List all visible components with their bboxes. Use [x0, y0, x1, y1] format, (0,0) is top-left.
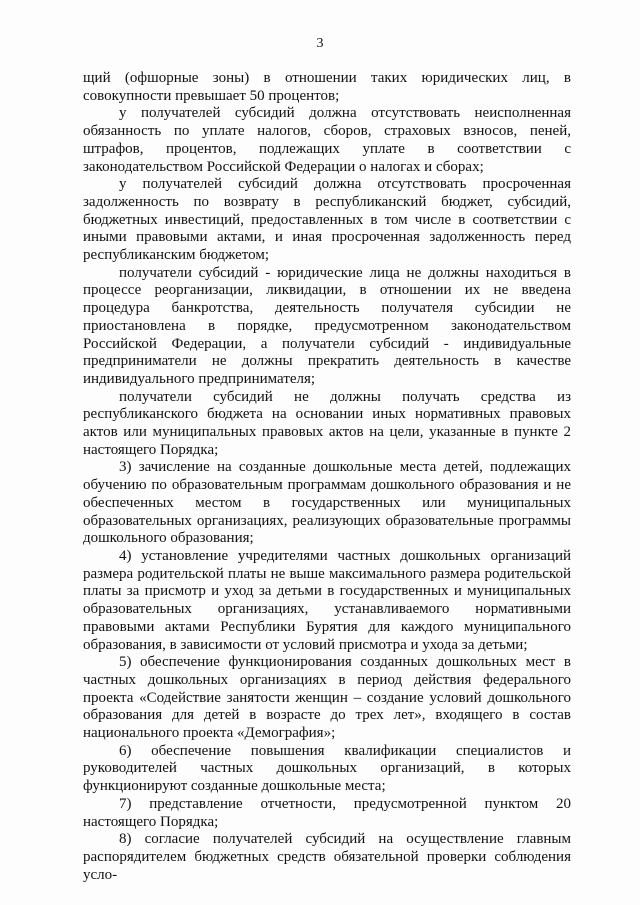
paragraph-item-7: 7) представление отчетности, предусмотренной пунктом 20 настоящего Порядка; [83, 795, 571, 830]
paragraph-item-6: 6) обеспечение повышения квалификации специалистов и руководителей частных дошкольных организаций, в которых функционируют созданные дошкольные места; [83, 742, 571, 795]
document-body [83, 70, 571, 884]
paragraph-item-4: 4) установление учредителями частных дошкольных организаций размера родительской платы не выше максимального размера родительской платы за присмотр и уход за детьми в государственных и муниципальных образовательных организациях, устанавливаемого нормативными правовыми актами Республики Бурятия для каждого муниципального образования, в зависимости от условий присмотра и ухода за детьми; [83, 547, 571, 653]
paragraph-continuation: щий (офшорные зоны) в отношении таких юридических лиц, в совокупности превышает 50 процентов; [83, 70, 571, 104]
paragraph-budget-debt: у получателей субсидий должна отсутствовать просроченная задолженность по возврату в республиканский бюджет, субсидий, бюджетных инвестиций, предоставленных в том числе в соответствии с иными правовыми актами, и иная просроченная задолженность перед республиканским бюджетом; [83, 176, 571, 264]
paragraph-tax-debt: у получателей субсидий должна отсутствовать неисполненная обязанность по уплате налогов, сборов, страховых взносов, пеней, штрафов, процентов, подлежащих уплате в соответствии с законодательством Российской Федерации о налогах и сборах; [83, 105, 571, 175]
paragraph-reorganization: получатели субсидий - юридические лица не должны находиться в процессе реорганизации, ликвидации, в отношении их не введена процедура банкротства, деятельность получателя субсидии не приостановлена в порядке, предусмотренном законодательством Российской Федерации, а получатели субсидий - индивидуальные предприниматели не должны прекратить деятельность в качестве индивидуального предпринимателя; [83, 264, 571, 387]
page-number: 3 [316, 36, 324, 51]
paragraph-item-3: 3) зачисление на созданные дошкольные места детей, подлежащих обучению по образовательным программам дошкольного образования и не обеспеченных местом в государственных или муниципальных образовательных организациях, реализующих образовательные программы дошкольного образования; [83, 459, 571, 547]
paragraph-item-5: 5) обеспечение функционирования созданных дошкольных мест в частных дошкольных организациях в период действия федерального проекта «Содействие занятости женщин – создание условий дошкольного образования для детей в возрасте до трех лет», входящего в состав национального проекта «Демография»; [83, 654, 571, 742]
paragraph-item-8: 8) согласие получателей субсидий на осуществление главным распорядителем бюджетных средств обязательной проверки соблюдения усло- [83, 831, 571, 883]
paragraph-other-funds: получатели субсидий не должны получать средства из республиканского бюджета на основании иных нормативных правовых актов или муниципальных правовых актов на цели, указанные в пункте 2 настоящего Порядка; [83, 388, 571, 458]
